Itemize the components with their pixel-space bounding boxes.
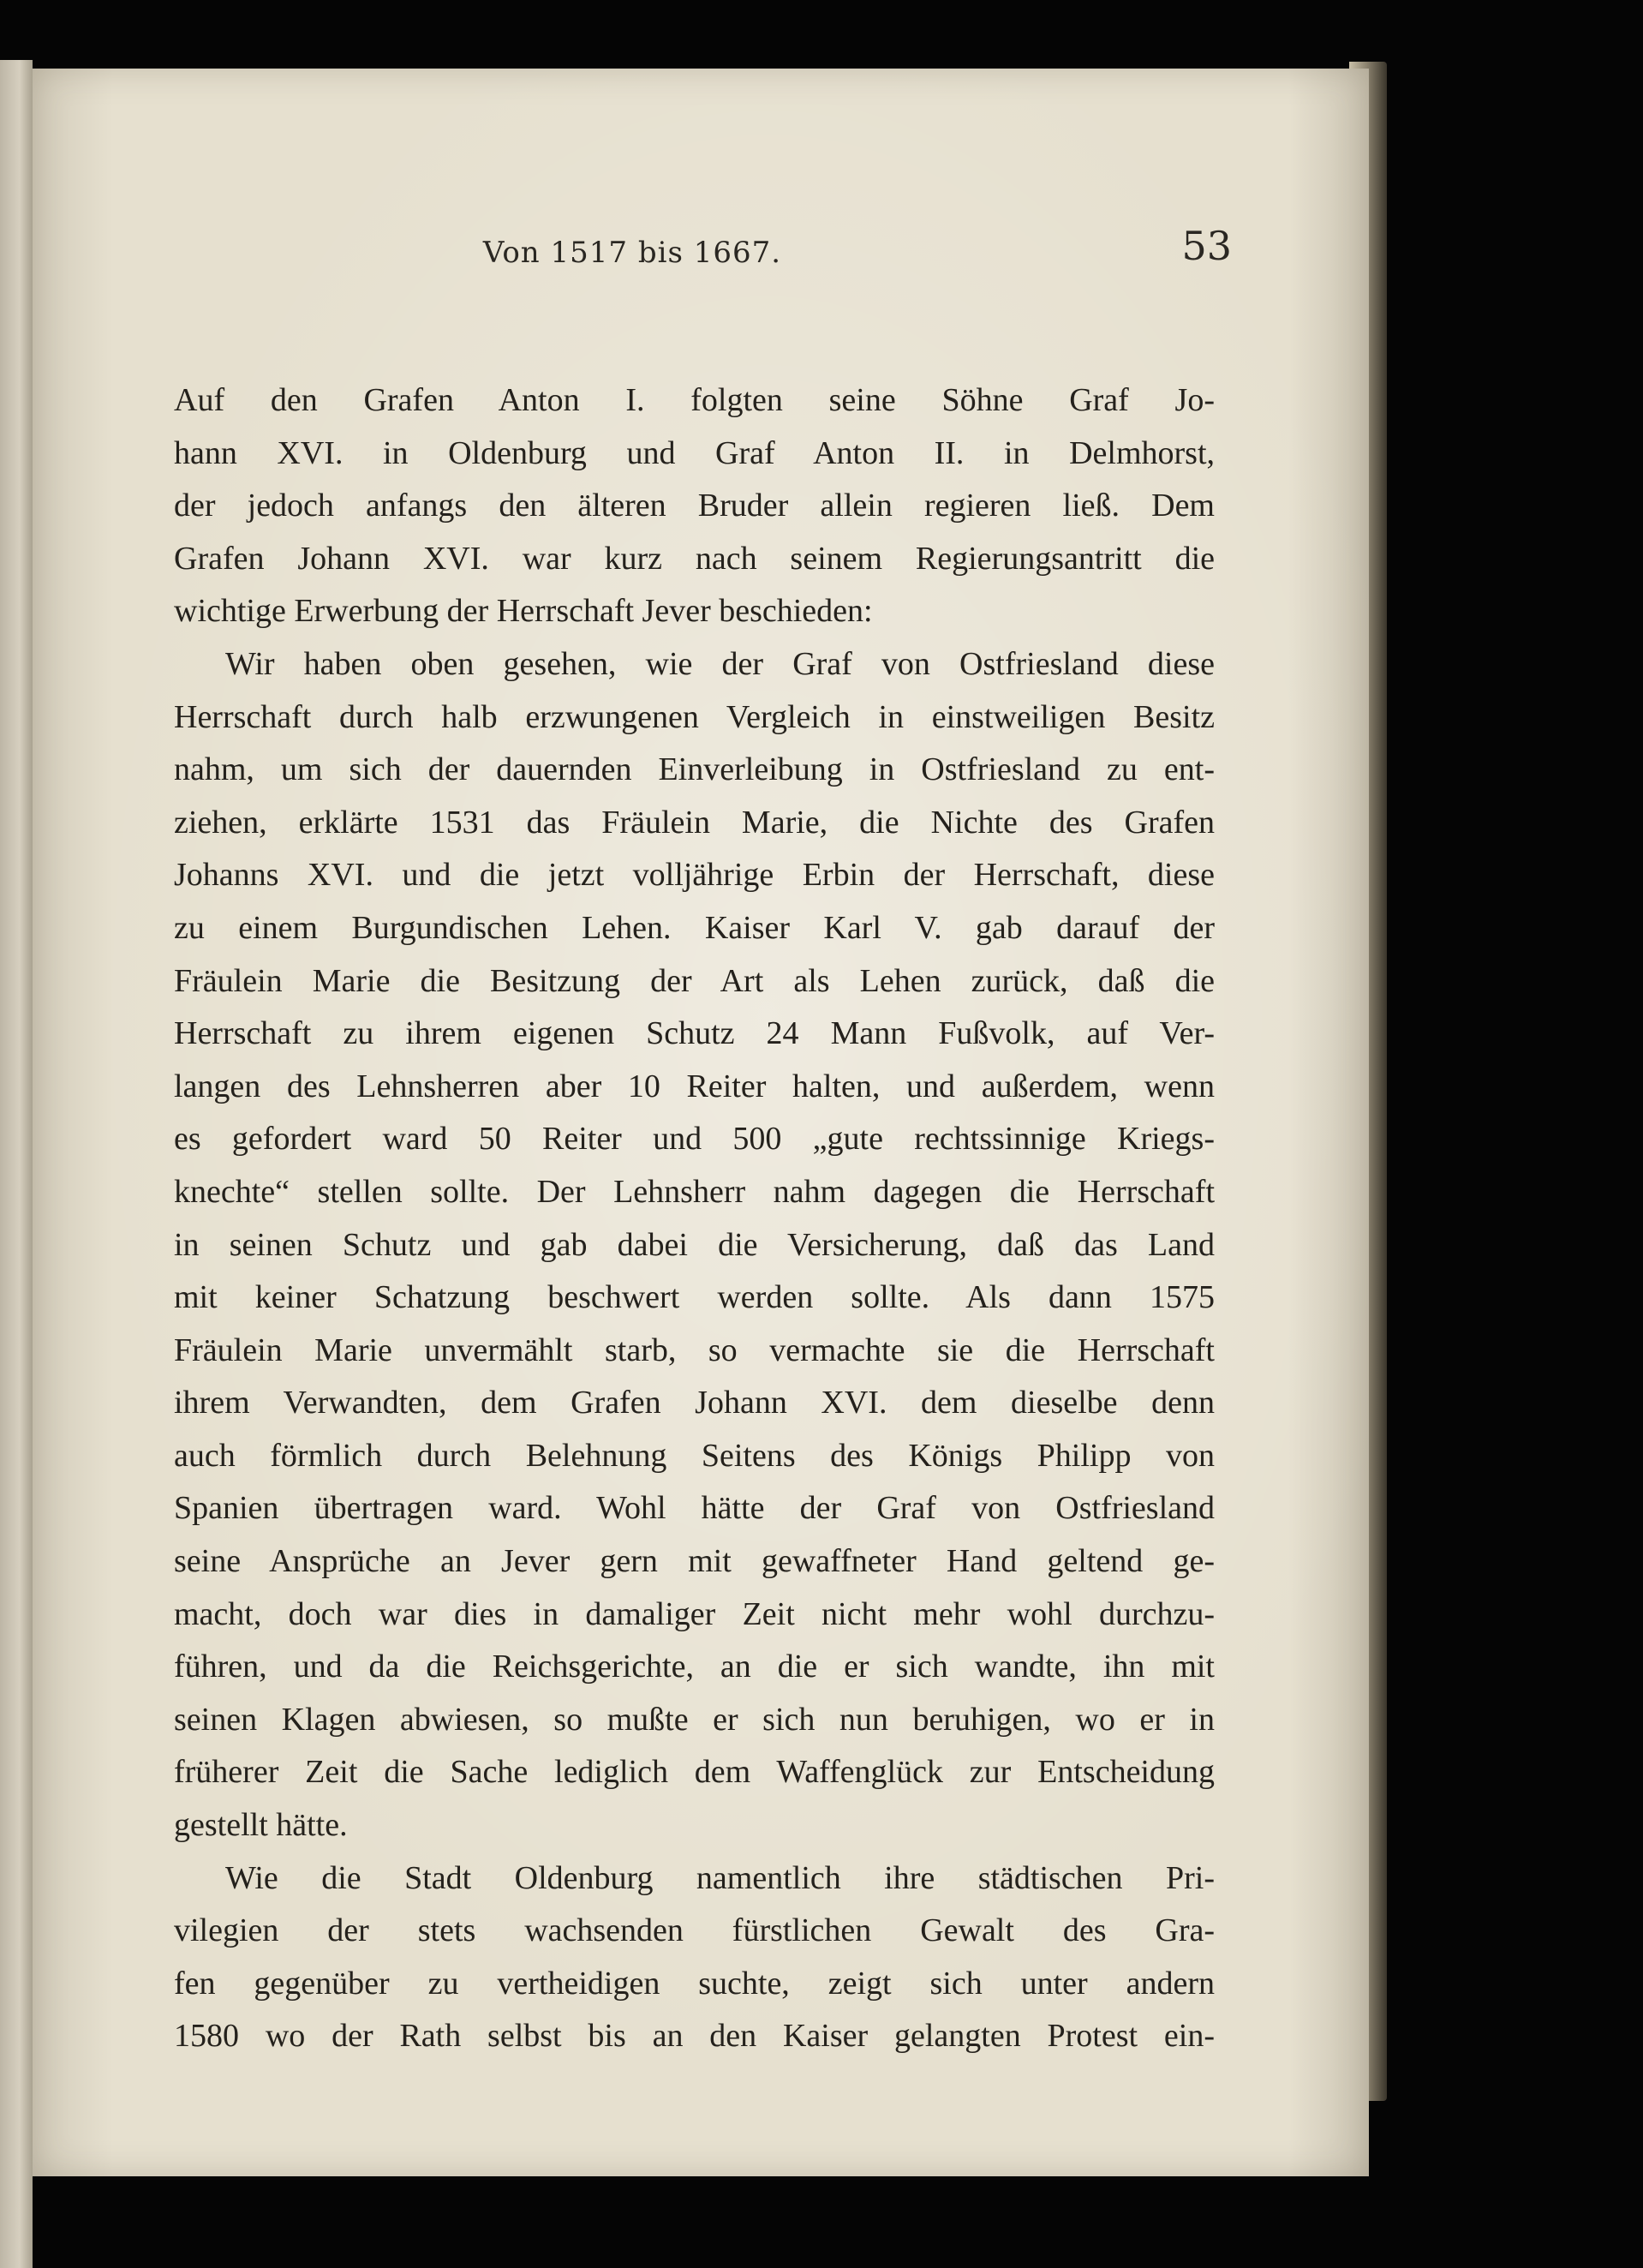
text-line: knechte“ stellen sollte. Der Lehnsherr nahm dagegen die Herrschaft xyxy=(174,1173,1215,1210)
text-line: der jedoch anfangs den älteren Bruder allein regieren ließ. Dem xyxy=(174,488,1215,524)
text-line: Johanns XVI. und die jetzt volljährige Erbin der Herrschaft, diese xyxy=(174,857,1215,894)
text-line: fen gegenüber zu vertheidigen suchte, zeigt sich unter andern xyxy=(174,1965,1215,2002)
text-line: führen, und da die Reichsgerichte, an die er sich wandte, ihn mit xyxy=(174,1649,1215,1685)
body-text xyxy=(174,374,1215,2063)
text-line: vilegien der stets wachsenden fürstlichen Gewalt des Gra- xyxy=(174,1912,1215,1949)
text-line: seinen Klagen abwiesen, so mußte er sich nun beruhigen, wo er in xyxy=(174,1701,1215,1738)
text-line: auch förmlich durch Belehnung Seitens des Königs Philipp von xyxy=(174,1437,1215,1474)
text-line: zu einem Burgundischen Lehen. Kaiser Karl V. gab darauf der xyxy=(174,909,1215,946)
text-line: mit keiner Schatzung beschwert werden sollte. Als dann 1575 xyxy=(174,1279,1215,1316)
text-line: früherer Zeit die Sache lediglich dem Waffenglück zur Entscheidung xyxy=(174,1754,1215,1791)
text-line: gestellt hätte. xyxy=(174,1807,348,1844)
paragraph-start-line: Wie die Stadt Oldenburg namentlich ihre städtischen Pri- xyxy=(225,1859,1215,1896)
text-line: Herrschaft zu ihrem eigenen Schutz 24 Mann Fußvolk, auf Ver- xyxy=(174,1015,1215,1052)
text-line: Fräulein Marie die Besitzung der Art als Lehen zurück, daß die xyxy=(174,962,1215,999)
text-line: 1580 wo der Rath selbst bis an den Kaiser gelangten Protest ein- xyxy=(174,2018,1215,2055)
text-line: Spanien übertragen ward. Wohl hätte der Graf von Ostfriesland xyxy=(174,1490,1215,1527)
text-line: Auf den Grafen Anton I. folgten seine Söhne Graf Jo- xyxy=(174,382,1215,418)
text-line: hann XVI. in Oldenburg und Graf Anton II. in Delmhorst, xyxy=(174,434,1215,471)
book-page xyxy=(33,69,1369,2176)
paragraph-start-line: Wir haben oben gesehen, wie der Graf von Ostfriesland diese xyxy=(225,645,1215,682)
text-line: ziehen, erklärte 1531 das Fräulein Marie, die Nichte des Grafen xyxy=(174,804,1215,841)
text-line: es gefordert ward 50 Reiter und 500 „gute rechtssinnige Kriegs- xyxy=(174,1121,1215,1158)
facing-page-edge xyxy=(0,60,33,2268)
text-line: in seinen Schutz und gab dabei die Versicherung, daß das Land xyxy=(174,1226,1215,1263)
text-line: seine Ansprüche an Jever gern mit gewaffneter Hand geltend ge- xyxy=(174,1543,1215,1580)
text-line: wichtige Erwerbung der Herrschaft Jever beschieden: xyxy=(174,593,873,630)
text-line: ihrem Verwandten, dem Grafen Johann XVI. dem dieselbe denn xyxy=(174,1385,1215,1421)
text-line: Herrschaft durch halb erzwungenen Vergleich in einstweiligen Besitz xyxy=(174,698,1215,735)
text-line: macht, doch war dies in damaliger Zeit nicht mehr wohl durchzu- xyxy=(174,1595,1215,1632)
running-head: Von 1517 bis 1667. xyxy=(482,236,782,270)
page-number: 53 xyxy=(1181,223,1232,269)
text-line: Grafen Johann XVI. war kurz nach seinem Regierungsantritt die xyxy=(174,540,1215,577)
text-line: langen des Lehnsherren aber 10 Reiter halten, und außerdem, wenn xyxy=(174,1068,1215,1104)
text-line: nahm, um sich der dauernden Einverleibung in Ostfriesland zu ent- xyxy=(174,751,1215,788)
text-line: Fräulein Marie unvermählt starb, so vermachte sie die Herrschaft xyxy=(174,1331,1215,1368)
